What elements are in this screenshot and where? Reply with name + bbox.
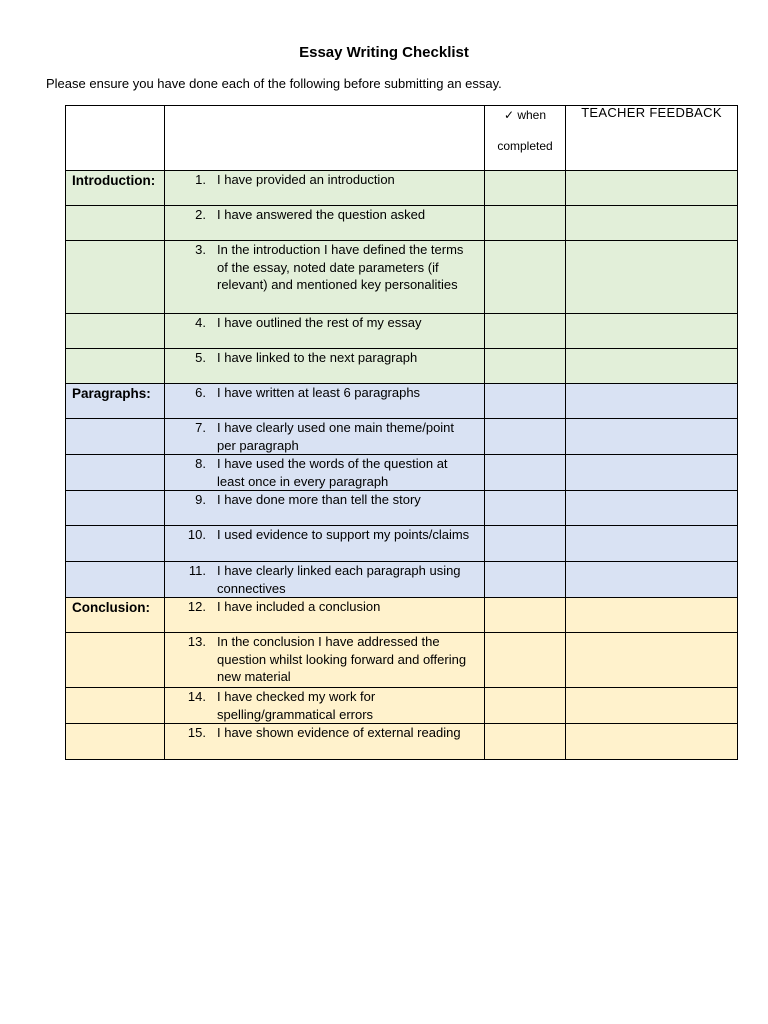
teacher-feedback-cell[interactable]	[566, 491, 738, 526]
section-label-cell	[66, 419, 165, 455]
section-label-cell	[66, 314, 165, 349]
completed-checkbox-cell[interactable]	[485, 526, 566, 562]
teacher-feedback-cell[interactable]	[566, 526, 738, 562]
teacher-feedback-cell[interactable]	[566, 688, 738, 724]
item-number: 12.	[187, 599, 206, 614]
item-number: 4.	[195, 315, 206, 330]
item-text: I have checked my work for spelling/grammatical errors	[217, 689, 376, 722]
checklist-item-cell	[165, 455, 485, 491]
teacher-feedback-cell[interactable]	[566, 314, 738, 349]
teacher-feedback-cell[interactable]	[566, 724, 738, 760]
checklist-item-cell	[165, 598, 485, 633]
item-text: I have shown evidence of external reading	[217, 725, 461, 740]
table-row	[66, 349, 738, 384]
completed-checkbox-cell[interactable]	[485, 455, 566, 491]
teacher-feedback-cell[interactable]	[566, 598, 738, 633]
checklist-item-cell	[165, 491, 485, 526]
teacher-feedback-cell[interactable]	[566, 633, 738, 688]
completed-checkbox-cell[interactable]	[485, 349, 566, 384]
item-text: I have outlined the rest of my essay	[217, 315, 422, 330]
teacher-feedback-cell[interactable]	[566, 171, 738, 206]
item-text: I have written at least 6 paragraphs	[217, 385, 421, 400]
checklist-item	[165, 349, 484, 367]
item-text: In the conclusion I have addressed the question whilst looking forward and offering new material	[217, 634, 467, 684]
section-label-cell: Conclusion:	[66, 598, 165, 633]
completed-checkbox-cell[interactable]	[485, 598, 566, 633]
completed-checkbox-cell[interactable]	[485, 384, 566, 419]
table-row	[66, 241, 738, 314]
item-text: I have done more than tell the story	[217, 492, 421, 507]
document-intro: Please ensure you have done each of the following before submitting an essay.	[46, 76, 502, 91]
table-row	[66, 688, 738, 724]
document-title: Essay Writing Checklist	[299, 44, 469, 61]
item-number: 6.	[195, 385, 206, 400]
teacher-feedback-cell[interactable]	[566, 206, 738, 241]
teacher-feedback-cell[interactable]	[566, 562, 738, 598]
section-label-cell	[66, 455, 165, 491]
table-row	[66, 171, 738, 206]
header-feedback-label: TEACHER FEEDBACK	[581, 105, 722, 120]
completed-checkbox-cell[interactable]	[485, 314, 566, 349]
item-text: I have answered the question asked	[217, 207, 426, 222]
teacher-feedback-cell[interactable]	[566, 349, 738, 384]
item-text: I have used the words of the question at least once in every paragraph	[217, 456, 448, 489]
checklist-item	[165, 206, 484, 224]
checklist-item	[165, 384, 484, 402]
section-label-cell	[66, 349, 165, 384]
item-number: 8.	[195, 456, 206, 471]
table-row	[66, 491, 738, 526]
checklist-item-cell	[165, 384, 485, 419]
table-row	[66, 562, 738, 598]
completed-checkbox-cell[interactable]	[485, 688, 566, 724]
checklist-rows	[66, 171, 738, 760]
teacher-feedback-cell[interactable]	[566, 241, 738, 314]
header-check-label: ✓ when	[503, 108, 547, 122]
item-text: I have clearly linked each paragraph using connectives	[217, 563, 461, 596]
section-label-cell	[66, 633, 165, 688]
item-text: I used evidence to support my points/claims	[217, 527, 470, 542]
checklist-item	[165, 724, 484, 742]
checklist-item	[165, 171, 484, 189]
item-number: 9.	[195, 492, 206, 507]
checklist-item	[165, 562, 484, 597]
checklist-item-cell	[165, 314, 485, 349]
item-text: I have included a conclusion	[217, 599, 381, 614]
teacher-feedback-cell[interactable]	[566, 455, 738, 491]
checklist-table	[65, 105, 738, 760]
item-number: 3.	[195, 242, 206, 257]
table-row	[66, 598, 738, 633]
checklist-item	[165, 419, 484, 454]
checklist-item	[165, 491, 484, 509]
item-number: 15.	[187, 725, 206, 740]
completed-checkbox-cell[interactable]	[485, 491, 566, 526]
checklist-item	[165, 633, 484, 686]
table-row	[66, 455, 738, 491]
completed-checkbox-cell[interactable]	[485, 562, 566, 598]
checklist-item-cell	[165, 419, 485, 455]
completed-checkbox-cell[interactable]	[485, 171, 566, 206]
checklist-item	[165, 455, 484, 490]
item-number: 5.	[195, 350, 206, 365]
checklist-item	[165, 526, 484, 544]
table-row	[66, 419, 738, 455]
section-label-cell	[66, 206, 165, 241]
section-label-cell	[66, 724, 165, 760]
checklist-item	[165, 688, 484, 723]
item-number: 13.	[187, 634, 206, 649]
table-row	[66, 526, 738, 562]
completed-checkbox-cell[interactable]	[485, 206, 566, 241]
table-row	[66, 633, 738, 688]
item-text: I have clearly used one main theme/point per paragraph	[217, 420, 455, 453]
section-label-cell	[66, 688, 165, 724]
section-label-cell: Paragraphs:	[66, 384, 165, 419]
checklist-item-cell	[165, 562, 485, 598]
table-row	[66, 206, 738, 241]
item-number: 1.	[195, 172, 206, 187]
completed-checkbox-cell[interactable]	[485, 724, 566, 760]
checklist-item	[165, 314, 484, 332]
item-number: 14.	[187, 689, 206, 704]
teacher-feedback-cell[interactable]	[566, 384, 738, 419]
checklist-item	[165, 598, 484, 616]
checklist-item-cell	[165, 241, 485, 314]
checklist-item-cell	[165, 688, 485, 724]
header-section-cell	[66, 106, 165, 171]
item-number: 7.	[195, 420, 206, 435]
item-number: 2.	[195, 207, 206, 222]
item-text: I have linked to the next paragraph	[217, 350, 418, 365]
table-row	[66, 314, 738, 349]
completed-checkbox-cell[interactable]	[485, 241, 566, 314]
section-label-cell	[66, 241, 165, 314]
completed-checkbox-cell[interactable]	[485, 633, 566, 688]
checklist-item-cell	[165, 349, 485, 384]
checklist-item-cell	[165, 526, 485, 562]
header-completed-label: completed	[497, 138, 553, 153]
item-text: In the introduction I have defined the terms of the essay, noted date parameters (if relevant) and mentioned key personalities	[217, 242, 464, 292]
section-label-cell	[66, 491, 165, 526]
section-label-cell	[66, 526, 165, 562]
item-text: I have provided an introduction	[217, 172, 395, 187]
header-check-cell	[485, 106, 566, 171]
checklist-item-cell	[165, 633, 485, 688]
checklist-item-cell	[165, 171, 485, 206]
checklist-item	[165, 241, 484, 294]
section-label-cell	[66, 562, 165, 598]
completed-checkbox-cell[interactable]	[485, 419, 566, 455]
table-row	[66, 384, 738, 419]
teacher-feedback-cell[interactable]	[566, 419, 738, 455]
checklist-item-cell	[165, 724, 485, 760]
table-header-row	[66, 106, 738, 171]
section-label-cell: Introduction:	[66, 171, 165, 206]
header-feedback-cell	[566, 106, 738, 171]
checklist-item-cell	[165, 206, 485, 241]
item-number: 11.	[188, 563, 206, 578]
header-item-cell	[165, 106, 485, 171]
table-row	[66, 724, 738, 760]
item-number: 10.	[187, 527, 206, 542]
